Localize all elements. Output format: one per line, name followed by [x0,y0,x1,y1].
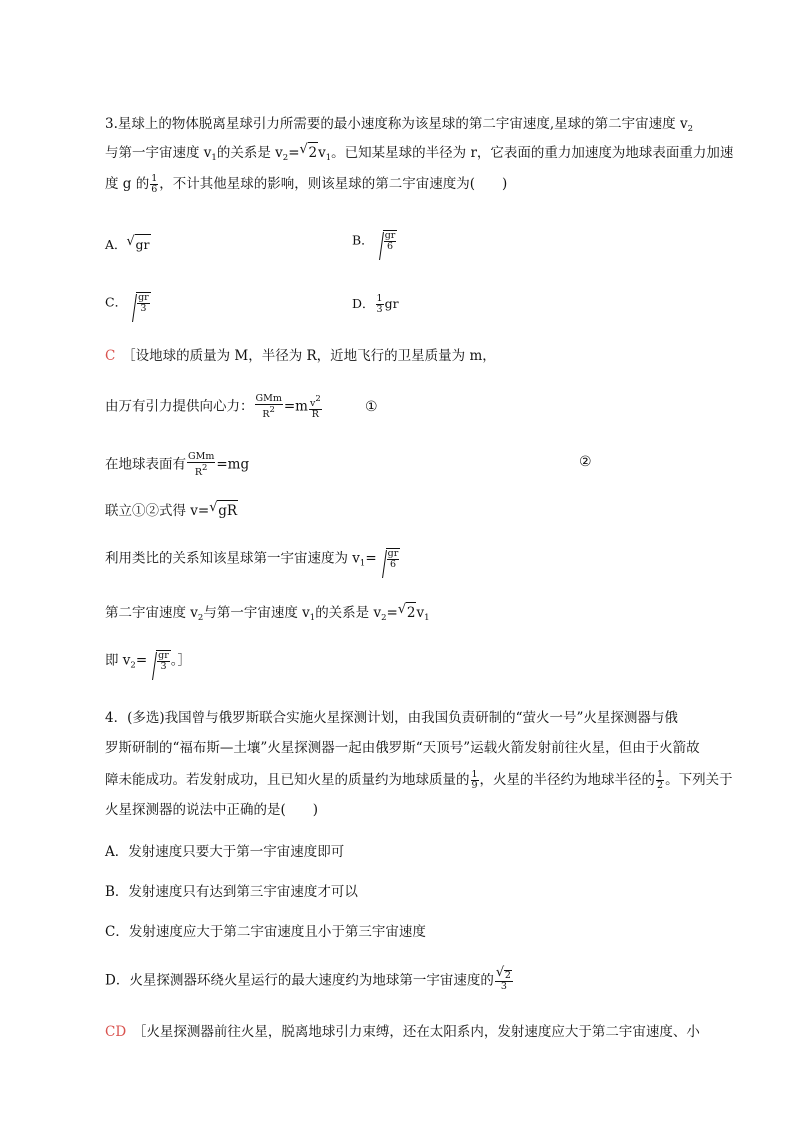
q3-solution-5: 利用类比的关系知该星球第一宇宙速度为 $v_1=$ $\frac{gr}{6}$ [105,548,399,570]
q3-option-d: D． $\frac{1}{3}$ gr [352,293,399,315]
q4-line-2: 罗斯研制的“福布斯—土壤”火星探测器一起由俄罗斯“天顶号”运载火箭发射前往火星，但由于火箭故 [105,740,700,756]
q3-line-1: 3.星球上的物体脱离星球引力所需要的最小速度称为该星球的第二宇宙速度,星球的第二宇宙速度 $v_2$ [105,116,694,134]
q4-answer: CD [105,1024,127,1040]
q3-solution-2: 由万有引力提供向心力： $\frac{\text{GMm}}{R2}$ =m $\frac{v2}{R}$ ① [105,393,378,420]
fraction-one-sixth: $\frac{1}{6}$ [151,173,158,195]
q4-solution-1: CD ［火星探测器前往火星，脱离地球引力束缚，还在太阳系内，发射速度应大于第二宇宙速度、小 [105,1024,700,1040]
q3-answer: C [105,348,116,364]
q3-solution-6: 第二宇宙速度 $v_2$与第一宇宙速度 $v_1$的关系是 $v_2=√$ $2v_1$ [105,602,430,628]
q3-solution-1: C ［设地球的质量为 M，半径为 R，近地飞行的卫星质量为 m， [105,348,496,364]
q3-solution-7: 即 $v_2=$ $\frac{gr}{3}$ 。］ [105,650,192,672]
q4-line-4: 火星探测器的说法中正确的是( ) [105,802,319,818]
q4-line-3: 障未能成功。若发射成功，且已知火星的质量约为地球质量的 $\frac{1}{9}$ ，火星的半径约为地球半径的 $\frac{1}{2}$ 。下列关于 [105,769,733,791]
q4-option-d: D．火星探测器环绕火星运行的最大速度约为地球第一宇宙速度的 √ $\frac{2}{3}$ [105,970,514,992]
q3-option-c: C． $\frac{gr}{3}$ [105,292,149,314]
q4-line-1: 4．(多选)我国曾与俄罗斯联合实施火星探测计划，由我国负责研制的“萤火一号”火星探测器与俄 [105,710,678,726]
q4-option-c: C．发射速度应大于第二宇宙速度且小于第三宇宙速度 [105,924,426,940]
q3-option-b: B． $\frac{gr}{6}$ [352,230,396,252]
q3-option-a: A．√ gr [105,234,151,255]
q4-option-b: B．发射速度只有达到第三宇宙速度才可以 [105,884,358,900]
q3-solution-4: 联立①②式得 v=√ gR [105,500,238,521]
q3-solution-3: 在地球表面有 $\frac{\text{GMm}}{R2}$ =mg ② [105,451,592,478]
q3-line-2: 与第一宇宙速度 $v_1$的关系是 $v_2=√$ $2v_1$。已知某星球的半径为 r，它表面的重力加速度为地球表面重力加速 [105,142,733,168]
q3-line-3: 度 g 的 $\frac{1}{6}$ ，不计其他星球的影响，则该星球的第二宇宙速度为( ) [105,173,508,195]
q4-option-a: A．发射速度只要大于第一宇宙速度即可 [105,844,345,860]
